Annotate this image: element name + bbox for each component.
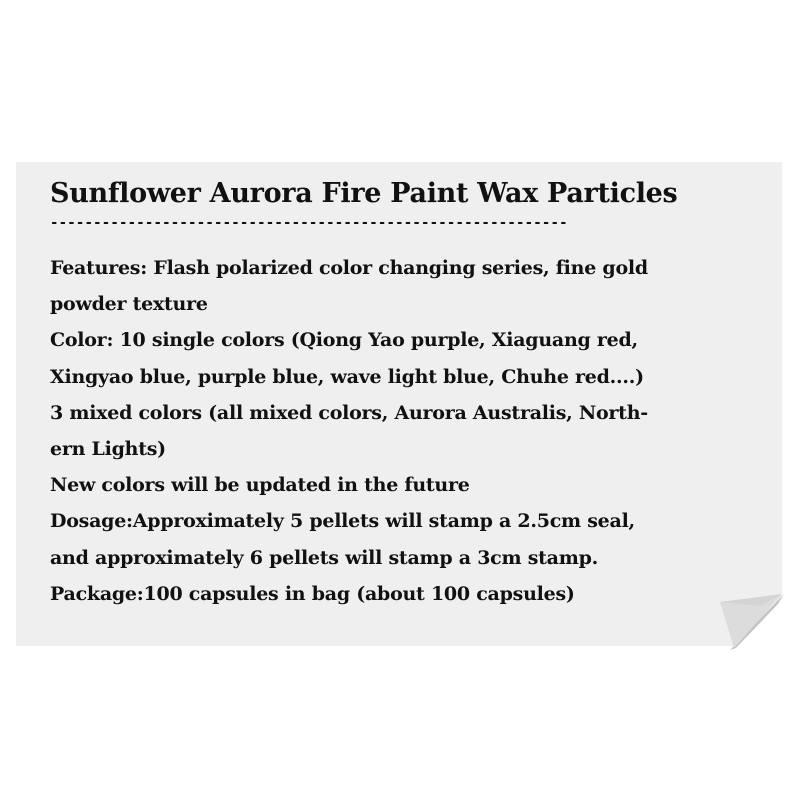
dashed-divider: ------------------------------------------------------------ [50,215,568,231]
description-line: powder texture [50,293,208,316]
description-line: Xingyao blue, purple blue, wave light blue, Chuhe red....) [50,365,644,388]
description-line: 3 mixed colors (all mixed colors, Aurora Australis, North- [50,401,648,424]
description-line: ern Lights) [50,437,166,460]
description-line: New colors will be updated in the future [50,474,470,497]
description-line: Package:100 capsules in bag (about 100 capsules) [50,582,575,605]
product-title: Sunflower Aurora Fire Paint Wax Particles [50,178,678,209]
page-curl-icon [720,594,784,650]
description-card [16,162,782,646]
description-line: Color: 10 single colors (Qiong Yao purple, Xiaguang red, [50,329,638,352]
description-line: and approximately 6 pellets will stamp a 3cm stamp. [50,546,598,569]
description-line: Dosage:Approximately 5 pellets will stamp a 2.5cm seal, [50,510,635,533]
description-line: Features: Flash polarized color changing series, fine gold [50,257,648,279]
description-text [50,250,648,612]
